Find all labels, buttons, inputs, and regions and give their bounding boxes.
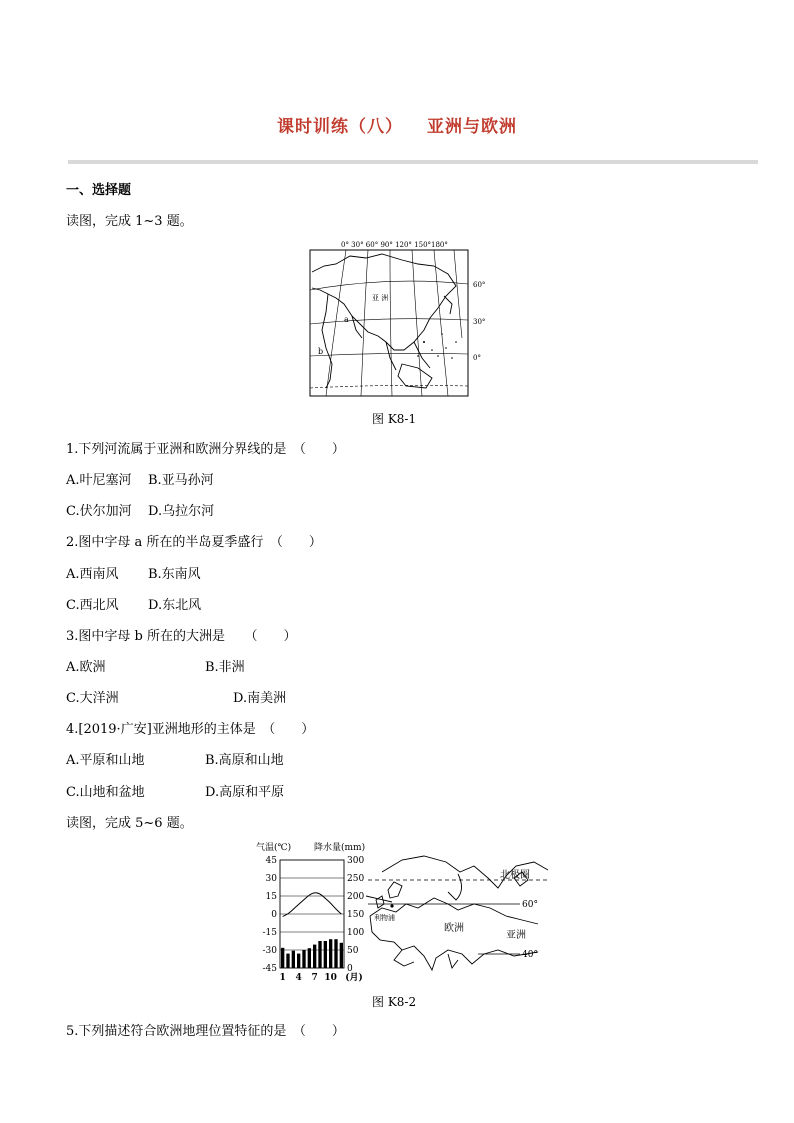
precip-tick-label: 250 [347, 874, 365, 884]
map-lat-0: 0° [473, 354, 481, 362]
figure-caption-2: 图 K8-2 [372, 995, 417, 1009]
climate-chart-figure [252, 838, 552, 988]
month-tick-labels [280, 972, 363, 983]
question-3: 3.图中字母 b 所在的大洲是 （ ） [66, 629, 297, 644]
q1-option-b: B.亚马孙河 [148, 473, 214, 488]
precip-bar [297, 954, 300, 968]
figure-caption-1: 图 K8-1 [372, 412, 417, 426]
precip-bar [281, 948, 284, 968]
precip-bar [318, 941, 321, 968]
q2-option-c: C.西北风 [66, 598, 119, 613]
temp-axis-title: 气温(℃) [256, 843, 292, 853]
q4-option-d: D.高原和平原 [205, 785, 285, 800]
precip-bar [286, 954, 289, 968]
asia-map-figure [306, 238, 490, 398]
month-tick-label: 4 [295, 973, 302, 983]
month-tick-label: (月) [345, 973, 363, 983]
label-lat-60: 60° [522, 900, 538, 910]
title-part1: 课时训练（八） [277, 117, 403, 137]
month-tick-label: 10 [324, 973, 337, 983]
city-dot [390, 904, 393, 907]
precip-tick-label: 150 [347, 910, 365, 920]
question-2: 2.图中字母 a 所在的半岛夏季盛行 （ ） [66, 535, 322, 550]
precip-tick-label: 200 [347, 892, 365, 902]
precip-bar [292, 951, 295, 968]
q1-option-d: D.乌拉尔河 [148, 504, 215, 519]
q4-option-b: B.高原和山地 [205, 753, 284, 768]
label-asia: 亚洲 [506, 930, 526, 941]
precip-bar [340, 943, 343, 968]
precip-tick-label: 100 [347, 928, 365, 938]
map-marker-a: a [344, 315, 349, 324]
precip-tick-label: 300 [347, 856, 365, 866]
question-1: 1.下列河流属于亚洲和欧洲分界线的是 （ ） [66, 442, 345, 457]
map-longitude-labels: 0° 30° 60° 90° 120° 150°180° [341, 241, 448, 249]
q4-option-c: C.山地和盆地 [66, 785, 145, 800]
title-divider [68, 160, 758, 164]
precip-tick-label: 50 [347, 946, 359, 956]
q2-option-d: D.东北风 [148, 598, 202, 613]
page-title [0, 112, 794, 137]
label-arctic-circle: 北极圈 [500, 870, 530, 881]
precip-bar [329, 939, 332, 968]
instruction-2: 读图，完成 5~6 题。 [66, 816, 193, 831]
month-tick-label: 1 [279, 973, 286, 983]
q3-option-a: A.欧洲 [66, 660, 106, 675]
label-europe: 欧洲 [444, 923, 464, 934]
temp-tick-label: -30 [262, 946, 277, 956]
q2-option-b: B.东南风 [148, 567, 201, 582]
temp-tick-label: 15 [265, 892, 277, 902]
temp-tick-label: -15 [262, 928, 277, 938]
precip-bar [324, 941, 327, 968]
title-part2: 亚洲与欧洲 [427, 117, 517, 137]
q3-option-c: C.大洋洲 [66, 691, 119, 706]
label-city: 利物浦 [374, 914, 395, 922]
temp-tick-label: 30 [265, 874, 277, 884]
precip-axis-title: 降水量(mm) [314, 843, 366, 853]
temp-tick-label: -45 [262, 964, 277, 974]
q3-option-d: D.南美洲 [233, 691, 287, 706]
map-lat-30: 30° [473, 318, 486, 326]
q1-option-c: C.伏尔加河 [66, 504, 132, 519]
question-4: 4.[2019·广安]亚洲地形的主体是 （ ） [66, 722, 315, 737]
map-lat-60: 60° [473, 281, 486, 289]
q2-option-a: A.西南风 [66, 567, 119, 582]
precip-bar [313, 945, 316, 968]
section-heading: 一、选择题 [66, 183, 132, 198]
q3-option-b: B.非洲 [205, 660, 245, 675]
instruction-1: 读图，完成 1~3 题。 [66, 214, 193, 229]
label-lat-40: 40° [522, 950, 538, 960]
q1-option-a: A.叶尼塞河 [66, 473, 132, 488]
q4-option-a: A.平原和山地 [66, 753, 145, 768]
temp-tick-label: 0 [271, 910, 277, 920]
precip-bar [334, 939, 337, 968]
temp-tick-label: 45 [265, 856, 277, 866]
precip-tick-label: 0 [347, 964, 353, 974]
precip-tick-labels [347, 856, 364, 974]
month-tick-label: 7 [311, 973, 318, 983]
map-region-label: 亚 洲 [372, 294, 389, 302]
precip-bar [308, 948, 311, 968]
temp-tick-labels [263, 856, 278, 974]
precip-bar [302, 950, 305, 968]
question-5: 5.下列描述符合欧洲地理位置特征的是 （ ） [66, 1024, 345, 1039]
map-marker-b: b [318, 347, 324, 356]
